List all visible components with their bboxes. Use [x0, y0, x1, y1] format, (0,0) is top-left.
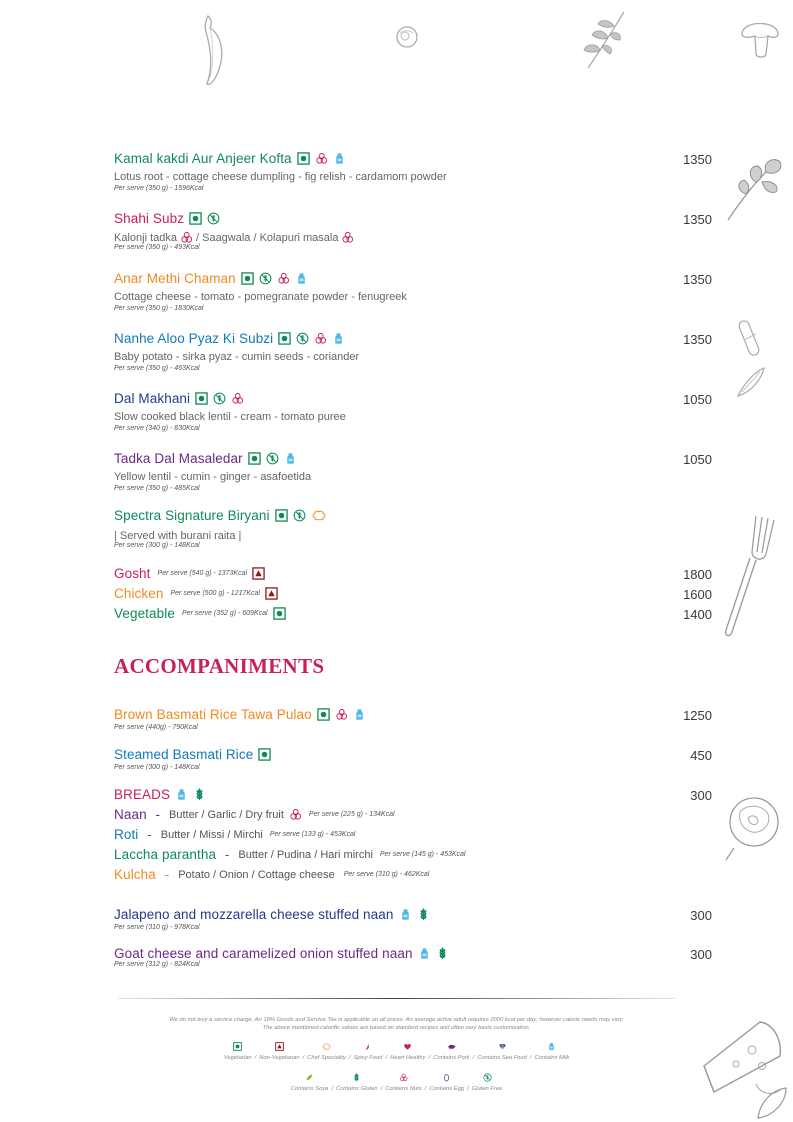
milk-icon	[418, 947, 431, 960]
milk-icon	[284, 452, 297, 465]
gluten-free-icon	[213, 392, 226, 405]
veg-icon	[248, 452, 261, 465]
menu-item-signature-biryani	[114, 508, 714, 549]
item-serving-info: Per serve (440g) - 790Kcal	[114, 724, 198, 731]
item-name: Jalapeno and mozzarella cheese stuffed naan	[114, 907, 394, 922]
item-serving-info: Per serve (350 g) - 463Kcal	[114, 365, 200, 372]
legend-label: Contains Soya	[290, 1086, 329, 1092]
veg-icon	[275, 509, 288, 522]
bread-roti	[114, 827, 714, 842]
legend-contains-soya	[288, 1073, 332, 1092]
legend-separator: /	[385, 1055, 388, 1061]
gluten-icon	[436, 947, 449, 960]
legend-separator: /	[348, 1055, 351, 1061]
bread-serving-info: Per serve (133 g) - 453Kcal	[269, 831, 356, 838]
shell-icon	[498, 1042, 507, 1051]
menu-item-jalapeno-naan	[114, 907, 714, 931]
gluten-free-icon	[266, 452, 279, 465]
bread-laccha-parantha	[114, 847, 714, 862]
bread-options: Butter / Garlic / Dry fruit	[169, 808, 284, 821]
nuts-icon	[277, 272, 290, 285]
legend-label: Contains Milk	[534, 1055, 570, 1061]
legend-separator: /	[428, 1055, 431, 1061]
item-price: 300	[690, 947, 712, 962]
chef-hat-icon	[322, 1042, 331, 1051]
pill-sketch	[738, 318, 764, 358]
item-name: Brown Basmati Rice Tawa Pulao	[114, 707, 312, 722]
bread-serving-info: Per serve (310 g) - 462Kcal	[343, 871, 430, 878]
legend-heart-healthy	[387, 1042, 428, 1061]
item-description: Yellow lentil - cumin - ginger - asafoetida	[114, 471, 312, 483]
item-name: Spectra Signature Biryani	[114, 508, 270, 523]
legend-chef-speciality	[304, 1042, 349, 1061]
legend-separator: /	[472, 1055, 475, 1061]
egg-icon	[442, 1073, 451, 1082]
legend-contains-milk	[531, 1042, 572, 1061]
item-serving-info: Per serve (312 g) - 824Kcal	[114, 961, 200, 968]
menu-item-nanhe-aloo	[114, 331, 714, 372]
bread-name: Roti	[114, 827, 139, 842]
legend-label: Contains Gluten	[336, 1086, 378, 1092]
legend-label: Contains Nuts	[385, 1086, 422, 1092]
option-serving-info: Per serve (352 g) - 609Kcal	[181, 610, 268, 617]
menu-item-steamed-rice	[114, 747, 714, 771]
item-name: Goat cheese and caramelized onion stuffed naan	[114, 946, 413, 961]
veg-icon	[273, 607, 286, 620]
bread-dash: -	[160, 867, 174, 882]
item-serving-info: Per serve (350 g) - 485Kcal	[114, 485, 200, 492]
non-veg-icon	[252, 567, 265, 580]
bread-serving-info: Per serve (145 g) - 453Kcal	[379, 851, 466, 858]
milk-icon	[547, 1042, 556, 1051]
item-serving-info: Per serve (350 g) - 1830Kcal	[114, 305, 204, 312]
menu-item-anar-methi	[114, 271, 714, 312]
chili-sketch	[198, 12, 232, 88]
nuts-icon	[335, 708, 348, 721]
bread-naan	[114, 807, 714, 822]
item-price: 300	[690, 908, 712, 923]
pork-icon	[447, 1042, 456, 1051]
option-serving-info: Per serve (500 g) - 1217Kcal	[170, 590, 260, 597]
legend-non-vegetarian	[256, 1042, 302, 1061]
legend-spicy-food	[350, 1042, 388, 1061]
item-name: Kamal kakdi Aur Anjeer Kofta	[114, 151, 292, 166]
breads-title: BREADS	[114, 787, 171, 802]
non-veg-icon	[265, 587, 278, 600]
milk-icon	[353, 708, 366, 721]
nuts-icon	[314, 332, 327, 345]
option-price: 1800	[683, 567, 712, 582]
option-name: Chicken	[114, 586, 164, 601]
bread-options: Butter / Missi / Mirchi	[160, 828, 263, 841]
gluten-free-icon	[207, 212, 220, 225]
item-price: 1050	[683, 452, 712, 467]
menu-item-dal-makhani	[114, 391, 714, 432]
legend-vegetarian	[221, 1042, 255, 1061]
milk-icon	[175, 788, 188, 801]
chef-hat-icon	[311, 509, 327, 522]
item-price: 1350	[683, 332, 712, 347]
nuts-icon	[289, 808, 302, 821]
milk-icon	[332, 332, 345, 345]
bread-dash: -	[151, 807, 164, 822]
legend-separator: /	[331, 1086, 334, 1092]
veg-icon	[297, 152, 310, 165]
section-title-accompaniments: ACCOMPANIMENTS	[114, 654, 325, 678]
menu-item-shahi-subz	[114, 211, 714, 251]
legend-row-1	[100, 1042, 693, 1061]
item-serving-info: Per serve (340 g) - 830Kcal	[114, 425, 200, 432]
item-serving-info: Per serve (310 g) - 978Kcal	[114, 924, 200, 931]
legend-separator: /	[302, 1055, 305, 1061]
legend-label: Vegetarian	[223, 1055, 252, 1061]
legend-separator: /	[529, 1055, 532, 1061]
gluten-icon	[417, 908, 430, 921]
bread-name: Laccha parantha	[114, 847, 217, 862]
legend-label: Non-Vegetarian	[259, 1055, 300, 1061]
fork-sketch	[720, 512, 776, 640]
non-veg-icon	[275, 1042, 284, 1051]
footer-divider	[118, 998, 676, 999]
gluten-icon	[352, 1073, 361, 1082]
footnote-line-1: We do not levy a service charge. An 18% Goods and Service Tax is applicable on all prices. An average active adult requires 2000 kcal per day; however calorie needs may vary.	[169, 1017, 624, 1023]
milk-icon	[333, 152, 346, 165]
heart-icon	[403, 1042, 412, 1051]
biryani-option-chicken	[114, 586, 714, 601]
parsley-sketch	[722, 152, 788, 224]
veg-icon	[317, 708, 330, 721]
soya-icon	[305, 1073, 314, 1082]
bread-options: Potato / Onion / Cottage cheese	[178, 868, 335, 881]
veg-icon	[189, 212, 202, 225]
item-price: 1250	[683, 708, 712, 723]
item-serving-info: Per serve (350 g) - 493Kcal	[114, 244, 200, 251]
item-description: | Served with burani raita |	[114, 530, 242, 542]
bread-dash: -	[221, 847, 234, 862]
biryani-option-vegetable	[114, 606, 714, 621]
item-description: Lotus root - cottage cheese dumpling - fig relish - cardamom powder	[114, 171, 447, 183]
option-name: Vegetable	[114, 606, 175, 621]
legend-row-2	[100, 1073, 693, 1092]
gluten-free-icon	[296, 332, 309, 345]
item-name: Dal Makhani	[114, 391, 191, 406]
nuts-icon	[341, 231, 354, 244]
item-description: Baby potato - sirka pyaz - cumin seeds - coriander	[114, 351, 360, 363]
nuts-icon	[315, 152, 328, 165]
bread-name: Naan	[114, 807, 147, 822]
item-price: 1050	[683, 392, 712, 407]
legend-label: Heart Healthy	[390, 1055, 426, 1061]
menu-item-kamal-kakdi	[114, 151, 714, 192]
milk-icon	[295, 272, 308, 285]
option-name: Gosht	[114, 566, 151, 581]
legend-separator: /	[467, 1086, 469, 1092]
option-price: 1400	[683, 607, 712, 622]
legend-separator: /	[380, 1086, 383, 1092]
legend-contains-gluten	[333, 1073, 381, 1092]
veg-icon	[258, 748, 271, 761]
veg-icon	[233, 1042, 242, 1051]
veg-icon	[241, 272, 254, 285]
item-price: 450	[690, 748, 712, 763]
leaf-sketch	[754, 1084, 790, 1122]
legend-label: Spicy Food	[353, 1055, 383, 1061]
mushroom-sketch	[738, 14, 782, 60]
menu-item-goat-cheese-naan	[114, 946, 714, 968]
legend-contains-pork	[430, 1042, 472, 1061]
bread-options: Butter / Pudina / Hari mirchi	[238, 848, 373, 861]
legend-label: Chef Speciality	[307, 1055, 346, 1061]
flower-sketch	[722, 792, 786, 864]
bread-dash: -	[143, 827, 156, 842]
legend-contains-sea-food	[474, 1042, 530, 1061]
gluten-icon	[193, 788, 206, 801]
item-serving-info: Per serve (300 g) - 148Kcal	[114, 542, 200, 549]
item-description: Cottage cheese - tomato - pomegranate powder - fenugreek	[114, 291, 407, 303]
legend-gluten-free	[469, 1073, 506, 1092]
item-name: Anar Methi Chaman	[114, 271, 236, 286]
item-serving-info: Per serve (300 g) - 148Kcal	[114, 764, 200, 771]
item-price: 1350	[683, 212, 712, 227]
pod-sketch	[734, 364, 768, 400]
breads-price: 300	[690, 788, 712, 803]
legend-contains-egg	[426, 1073, 467, 1092]
item-price: 1350	[683, 152, 712, 167]
bread-kulcha	[114, 867, 714, 882]
item-description	[114, 231, 714, 244]
menu-item-brown-rice-pulao	[114, 707, 714, 731]
chili-icon	[363, 1042, 372, 1051]
milk-icon	[399, 908, 412, 921]
item-name: Shahi Subz	[114, 211, 185, 226]
legend-contains-nuts	[382, 1073, 424, 1092]
option-serving-info: Per serve (540 g) - 1373Kcal	[157, 570, 248, 577]
nuts-icon	[180, 231, 193, 244]
legend-label: Contains Pork	[433, 1055, 470, 1061]
nuts-icon	[399, 1073, 408, 1082]
biryani-option-gosht	[114, 566, 714, 581]
footnote-line-2: The above mentioned calorific values are based on standard recipes and often vary basis customization.	[262, 1025, 531, 1031]
peppercorn-sketch	[394, 24, 420, 50]
gluten-free-icon	[259, 272, 272, 285]
gluten-free-icon	[483, 1073, 492, 1082]
item-name: Steamed Basmati Rice	[114, 747, 254, 762]
nuts-icon	[231, 392, 244, 405]
veg-icon	[278, 332, 291, 345]
legend-label: Contains Sea Food	[477, 1055, 527, 1061]
desc-part-b: / Saagwala / Kolapuri masala	[196, 231, 339, 244]
item-price: 1350	[683, 272, 712, 287]
item-description: Slow cooked black lentil - cream - tomato puree	[114, 411, 346, 423]
gluten-free-icon	[293, 509, 306, 522]
legend-separator: /	[424, 1086, 427, 1092]
item-serving-info: Per serve (350 g) - 1596Kcal	[114, 185, 204, 192]
bread-serving-info: Per serve (225 g) - 134Kcal	[308, 811, 395, 818]
item-name: Tadka Dal Masaledar	[114, 451, 243, 466]
veg-icon	[195, 392, 208, 405]
bread-name: Kulcha	[114, 867, 156, 882]
option-price: 1600	[683, 587, 712, 602]
item-name: Nanhe Aloo Pyaz Ki Subzi	[114, 331, 274, 346]
legend-label: Contains Egg	[429, 1086, 465, 1092]
menu-item-tadka-dal	[114, 451, 714, 492]
legend-separator: /	[254, 1055, 257, 1061]
herb-sprig-sketch	[574, 8, 630, 72]
legend-label: Gluten Free	[471, 1086, 503, 1092]
desc-part-a: Kalonji tadka	[114, 231, 177, 244]
breads-group	[114, 787, 714, 802]
